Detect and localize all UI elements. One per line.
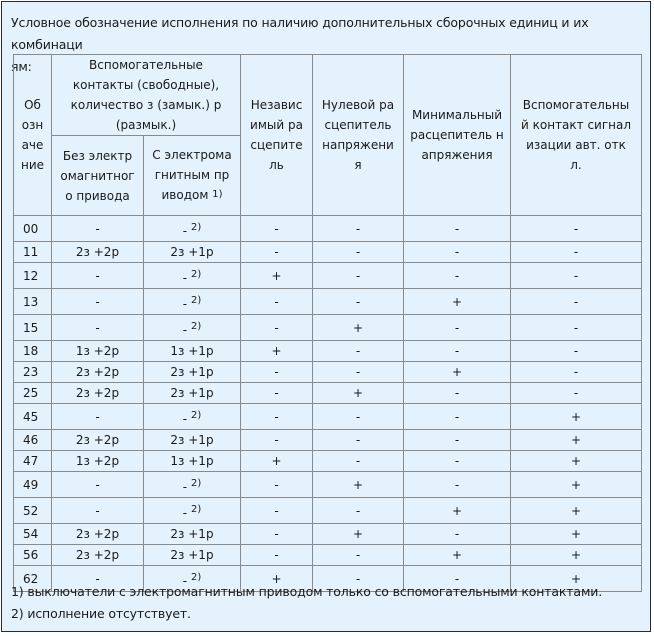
cell-zero-voltage-release (313, 289, 404, 315)
cell-code-value: 13 (23, 294, 39, 309)
cell-independent-release (241, 545, 313, 566)
cell-without-drive (52, 216, 144, 242)
table-row (14, 451, 642, 472)
cell-aux-signal-contact (511, 545, 642, 566)
header-aux-signal-contact: Вспомогательный контакт сигнализации авт. откл. (511, 55, 642, 216)
cell-code (14, 472, 52, 498)
cell-without-drive (52, 263, 144, 289)
cell-without-drive-value: - (95, 221, 100, 236)
cell-with-drive (144, 263, 241, 289)
cell-independent-release (241, 451, 313, 472)
cell-aux-signal-contact (511, 216, 642, 242)
cell-zero-voltage-release-value: - (355, 245, 361, 259)
header-zero-voltage-release: Нулевой расцепитель напряжения (313, 55, 404, 216)
intro-line-2: ям: (11, 59, 32, 74)
header-designation-line: ние (20, 158, 45, 172)
cell-code-value: 54 (23, 527, 39, 541)
cell-independent-release-value: - (274, 527, 279, 541)
cell-zero-voltage-release-value: + (352, 320, 364, 335)
cell-independent-release (241, 216, 313, 242)
cell-zero-voltage-release (313, 524, 404, 545)
cell-code-value: 56 (23, 548, 39, 562)
cell-zero-voltage-release (313, 498, 404, 524)
table-row (14, 289, 642, 315)
cell-min-voltage-release (404, 524, 511, 545)
cell-code-value: 45 (23, 409, 39, 424)
cell-min-voltage-release-value: - (454, 454, 460, 468)
cell-zero-voltage-release (313, 545, 404, 566)
cell-code (14, 451, 52, 472)
cell-zero-voltage-release-value: + (352, 386, 364, 400)
cell-zero-voltage-release (313, 430, 404, 451)
cell-with-drive (144, 451, 241, 472)
cell-without-drive-value: 2з +2р (75, 548, 120, 562)
cell-aux-signal-contact-value: + (570, 433, 582, 447)
cell-min-voltage-release-value: - (454, 386, 460, 400)
cell-code-value: 47 (23, 454, 39, 468)
cell-aux-signal-contact-value: - (573, 320, 579, 335)
cell-aux-signal-contact-value: + (570, 409, 582, 424)
footnote-ref-2: 2) (190, 409, 202, 421)
cell-independent-release (241, 430, 313, 451)
cell-zero-voltage-release (313, 263, 404, 289)
cell-zero-voltage-release-value: - (355, 454, 361, 468)
cell-aux-signal-contact (511, 315, 642, 341)
cell-without-drive (52, 430, 144, 451)
cell-independent-release-value: - (274, 294, 279, 309)
cell-with-drive-value: 2з +1р (170, 365, 214, 379)
cell-independent-release (241, 472, 313, 498)
cell-min-voltage-release-value: - (454, 571, 460, 586)
cell-independent-release (241, 404, 313, 430)
table-row (14, 216, 642, 242)
cell-zero-voltage-release-value: - (355, 503, 361, 518)
cell-aux-signal-contact (511, 362, 642, 383)
cell-without-drive-value: - (95, 477, 100, 492)
cell-min-voltage-release (404, 263, 511, 289)
cell-code (14, 242, 52, 263)
cell-independent-release-value: + (271, 454, 282, 468)
cell-with-drive-value: 2з +1р (170, 386, 214, 400)
cell-without-drive-value: - (95, 409, 100, 424)
cell-min-voltage-release (404, 430, 511, 451)
cell-aux-signal-contact-value: - (573, 344, 579, 358)
cell-min-voltage-release-value: + (451, 548, 463, 562)
intro-line-1: Условное обозначение исполнения по наличию дополнительных сборочных единиц и их комбинаци (11, 15, 589, 52)
cell-min-voltage-release-value: - (454, 245, 460, 259)
cell-min-voltage-release (404, 404, 511, 430)
cell-code (14, 263, 52, 289)
cell-independent-release-value: - (274, 433, 279, 447)
cell-without-drive (52, 498, 144, 524)
cell-independent-release (241, 524, 313, 545)
cell-independent-release-value: - (274, 386, 279, 400)
cell-without-drive (52, 362, 144, 383)
cell-aux-signal-contact-value: - (573, 365, 579, 379)
cell-min-voltage-release (404, 545, 511, 566)
cell-with-drive (144, 545, 241, 566)
cell-without-drive (52, 289, 144, 315)
cell-with-drive-value: 2з +1р (170, 245, 214, 259)
cell-aux-signal-contact (511, 404, 642, 430)
cell-min-voltage-release-value: + (451, 365, 463, 379)
cell-independent-release (241, 289, 313, 315)
cell-with-drive-value: 1з +1р (170, 344, 214, 358)
cell-aux-signal-contact (511, 430, 642, 451)
cell-with-drive (144, 472, 241, 498)
cell-min-voltage-release-value: - (454, 409, 460, 424)
cell-zero-voltage-release (313, 451, 404, 472)
cell-with-drive (144, 315, 241, 341)
cell-code (14, 289, 52, 315)
table-row (14, 341, 642, 362)
table-row (14, 362, 642, 383)
cell-with-drive (144, 362, 241, 383)
cell-aux-signal-contact-value: + (570, 571, 582, 586)
cell-min-voltage-release (404, 451, 511, 472)
cell-code (14, 404, 52, 430)
cell-independent-release-value: + (271, 268, 282, 283)
cell-aux-signal-contact (511, 451, 642, 472)
cell-without-drive (52, 524, 144, 545)
cell-aux-signal-contact (511, 472, 642, 498)
table-row (14, 383, 642, 404)
cell-without-drive (52, 383, 144, 404)
cell-without-drive (52, 341, 144, 362)
cell-with-drive (144, 242, 241, 263)
cell-aux-signal-contact (511, 383, 642, 404)
cell-without-drive-value: 1з +2р (75, 454, 120, 468)
cell-code (14, 524, 52, 545)
cell-min-voltage-release (404, 362, 511, 383)
cell-aux-signal-contact (511, 498, 642, 524)
cell-min-voltage-release-value: - (454, 344, 460, 358)
cell-without-drive-value: - (95, 320, 100, 335)
footnote-1: 1) выключатели с электромагнитным приводом только со вспомогательными контактами. (11, 584, 603, 599)
cell-without-drive-value: 2з +2р (75, 527, 120, 541)
cell-without-drive-value: 2з +2р (75, 386, 120, 400)
cell-min-voltage-release-value: + (451, 503, 463, 518)
cell-code (14, 216, 52, 242)
table-row (14, 524, 642, 545)
content-panel (1, 1, 651, 632)
footnote-ref-2: 2) (190, 503, 202, 515)
cell-with-drive (144, 404, 241, 430)
cell-code-value: 25 (23, 386, 39, 400)
table-row (14, 498, 642, 524)
cell-zero-voltage-release-value: - (355, 365, 361, 379)
cell-without-drive-value: 2з +2р (75, 365, 120, 379)
header-min-voltage-release: Минимальный расцепитель напряжения (404, 55, 511, 216)
cell-zero-voltage-release (313, 341, 404, 362)
cell-without-drive (52, 472, 144, 498)
footnote-ref-1: 1) (212, 188, 223, 200)
cell-independent-release (241, 383, 313, 404)
cell-independent-release-value: - (274, 503, 279, 518)
cell-with-drive-value: 2з +1р (170, 548, 214, 562)
cell-min-voltage-release-value: - (454, 477, 460, 492)
cell-min-voltage-release-value: - (454, 320, 460, 335)
cell-aux-signal-contact-value: + (570, 454, 582, 468)
cell-code (14, 315, 52, 341)
table-row (14, 545, 642, 566)
table-row (14, 242, 642, 263)
cell-with-drive-value: 1з +1р (170, 454, 214, 468)
header-with-drive-label: С электромагнитным приводом (152, 147, 232, 202)
table-body (14, 216, 642, 592)
cell-with-drive (144, 289, 241, 315)
cell-independent-release-value: - (274, 365, 279, 379)
cell-without-drive (52, 242, 144, 263)
cell-zero-voltage-release-value: + (352, 527, 364, 541)
cell-code-value: 18 (23, 344, 39, 358)
cell-zero-voltage-release-value: - (355, 548, 361, 562)
cell-aux-signal-contact (511, 524, 642, 545)
footnote-ref-2: 2) (190, 571, 202, 583)
cell-independent-release-value: - (274, 409, 279, 424)
cell-with-drive-value: - (182, 223, 188, 238)
cell-min-voltage-release-value: + (451, 294, 463, 309)
cell-with-drive (144, 341, 241, 362)
cell-code (14, 430, 52, 451)
cell-independent-release-value: - (274, 548, 279, 562)
cell-aux-signal-contact-value: - (573, 245, 579, 259)
cell-with-drive-value: - (182, 505, 188, 520)
cell-min-voltage-release (404, 242, 511, 263)
table-row (14, 472, 642, 498)
cell-min-voltage-release-value: - (454, 433, 460, 447)
cell-zero-voltage-release (313, 315, 404, 341)
cell-independent-release-value: + (271, 344, 282, 358)
cell-code (14, 383, 52, 404)
cell-with-drive (144, 216, 241, 242)
cell-zero-voltage-release (313, 216, 404, 242)
cell-zero-voltage-release (313, 383, 404, 404)
header-designation-line: озн (21, 118, 44, 132)
cell-independent-release (241, 362, 313, 383)
cell-min-voltage-release (404, 383, 511, 404)
table-row (14, 263, 642, 289)
cell-code (14, 362, 52, 383)
cell-aux-signal-contact-value: - (573, 268, 579, 283)
cell-without-drive-value: 1з +2р (75, 344, 120, 358)
cell-code (14, 545, 52, 566)
cell-without-drive-value: 2з +2р (75, 433, 120, 447)
cell-without-drive-value: - (95, 294, 100, 309)
cell-independent-release (241, 315, 313, 341)
cell-aux-signal-contact-value: - (573, 386, 579, 400)
cell-zero-voltage-release-value: - (355, 344, 361, 358)
cell-without-drive-value: - (95, 571, 100, 586)
header-designation (14, 55, 52, 216)
cell-zero-voltage-release-value: + (352, 477, 364, 492)
cell-zero-voltage-release-value: - (355, 221, 361, 236)
cell-zero-voltage-release-value: - (355, 268, 361, 283)
cell-aux-signal-contact-value: - (573, 221, 579, 236)
cell-without-drive (52, 404, 144, 430)
cell-independent-release-value: - (274, 320, 279, 335)
header-designation-line: аче (21, 138, 44, 152)
header-with-drive (144, 136, 241, 216)
footnote-ref-2: 2) (190, 221, 202, 233)
cell-with-drive (144, 498, 241, 524)
cell-zero-voltage-release (313, 472, 404, 498)
cell-aux-signal-contact-value: - (573, 294, 579, 309)
cell-code-value: 11 (23, 245, 39, 259)
cell-code-value: 62 (23, 571, 39, 586)
cell-with-drive-value: - (182, 322, 188, 337)
cell-aux-signal-contact (511, 341, 642, 362)
cell-with-drive (144, 524, 241, 545)
cell-with-drive-value: - (182, 479, 188, 494)
table-row (14, 404, 642, 430)
cell-independent-release-value: - (274, 221, 279, 236)
header-designation-line: Об (24, 98, 41, 112)
cell-with-drive (144, 430, 241, 451)
header-independent-release: Независимый расцепитель (241, 55, 313, 216)
cell-min-voltage-release (404, 472, 511, 498)
cell-aux-signal-contact-value: + (570, 477, 582, 492)
cell-independent-release (241, 263, 313, 289)
footnote-2: 2) исполнение отсутствует. (11, 606, 191, 621)
cell-independent-release (241, 498, 313, 524)
table-row (14, 315, 642, 341)
cell-min-voltage-release (404, 341, 511, 362)
cell-with-drive-value: 2з +1р (170, 433, 214, 447)
cell-zero-voltage-release-value: - (355, 409, 361, 424)
footnote-ref-2: 2) (190, 477, 202, 489)
cell-zero-voltage-release (313, 362, 404, 383)
cell-code (14, 341, 52, 362)
cell-zero-voltage-release (313, 404, 404, 430)
cell-code (14, 498, 52, 524)
cell-min-voltage-release-value: - (454, 268, 460, 283)
cell-with-drive-value: 2з +1р (170, 527, 214, 541)
cell-aux-signal-contact-value: + (570, 503, 582, 518)
table-row (14, 430, 642, 451)
cell-zero-voltage-release-value: - (355, 294, 361, 309)
cell-min-voltage-release (404, 216, 511, 242)
cell-min-voltage-release (404, 498, 511, 524)
cell-min-voltage-release (404, 315, 511, 341)
cell-aux-signal-contact-value: + (570, 527, 582, 541)
cell-code-value: 46 (23, 433, 39, 447)
cell-code-value: 49 (23, 477, 39, 492)
cell-with-drive-value: - (182, 573, 188, 588)
cell-aux-signal-contact-value: + (570, 548, 582, 562)
cell-without-drive-value: - (95, 503, 100, 518)
cell-code-value: 12 (23, 268, 39, 283)
cell-code-value: 23 (23, 365, 39, 379)
cell-min-voltage-release (404, 289, 511, 315)
cell-aux-signal-contact (511, 263, 642, 289)
cell-code-value: 15 (23, 320, 39, 335)
cell-zero-voltage-release-value: - (355, 571, 361, 586)
cell-without-drive (52, 451, 144, 472)
cell-without-drive (52, 315, 144, 341)
cell-independent-release-value: - (274, 245, 279, 259)
cell-independent-release-value: - (274, 477, 279, 492)
cell-aux-signal-contact (511, 289, 642, 315)
header-aux-contacts-group: Вспомогательные контакты (свободные), количество з (замык.) р (размык.) (52, 55, 241, 136)
cell-min-voltage-release-value: - (454, 221, 460, 236)
cell-code-value: 00 (23, 221, 39, 236)
cell-without-drive-value: 2з +2р (75, 245, 120, 259)
cell-independent-release (241, 341, 313, 362)
cell-with-drive-value: - (182, 296, 188, 311)
cell-aux-signal-contact (511, 242, 642, 263)
footnote-ref-2: 2) (190, 294, 202, 306)
footnote-ref-2: 2) (190, 320, 202, 332)
header-without-drive: Без электромагнитного привода (52, 136, 144, 216)
cell-independent-release-value: + (271, 571, 282, 586)
footnote-ref-2: 2) (190, 268, 202, 280)
designation-table (13, 54, 642, 592)
cell-independent-release (241, 242, 313, 263)
cell-zero-voltage-release (313, 242, 404, 263)
cell-min-voltage-release-value: - (454, 527, 460, 541)
cell-with-drive-value: - (182, 270, 188, 285)
cell-without-drive-value: - (95, 268, 100, 283)
cell-with-drive (144, 383, 241, 404)
cell-without-drive (52, 545, 144, 566)
cell-with-drive-value: - (182, 411, 188, 426)
cell-zero-voltage-release-value: - (355, 433, 361, 447)
cell-code-value: 52 (23, 503, 39, 518)
